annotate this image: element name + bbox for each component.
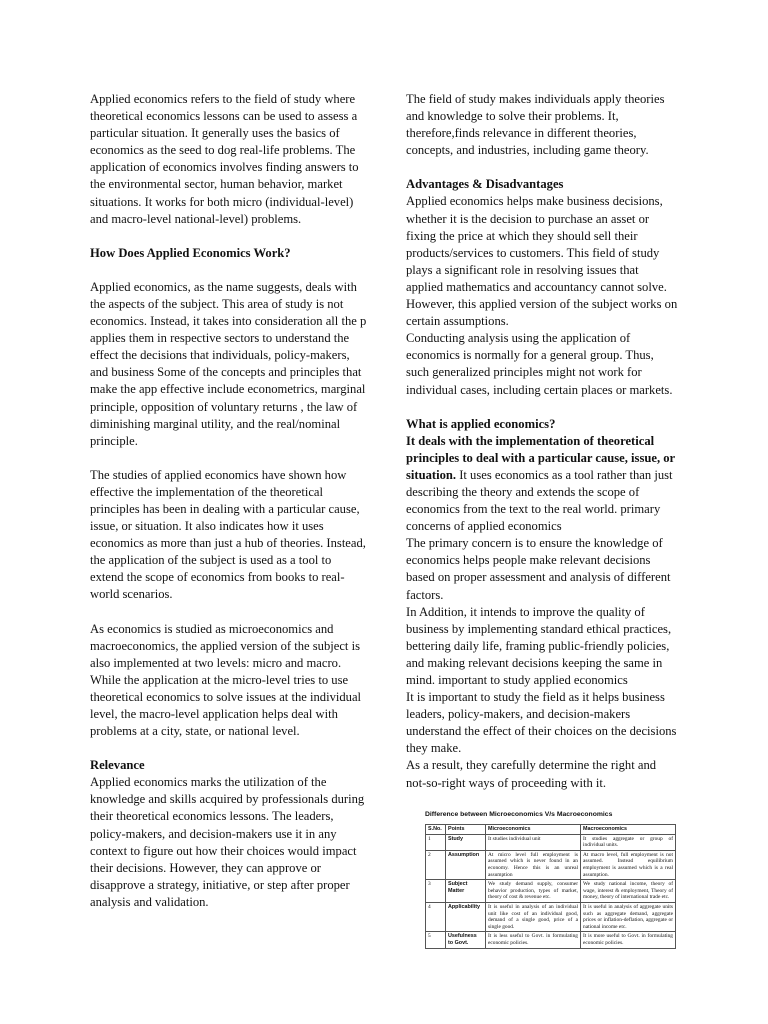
table-row — [426, 902, 676, 931]
table-title: Difference between Microeconomics V/s Macroeconomics — [425, 811, 613, 818]
table-cell: We study demand supply, consumer behavior production, types of market, theory of cost & revenue etc. — [486, 880, 581, 903]
result-paragraph: As a result, they carefully determine the right and not-so-right ways of proceeding with it. — [406, 758, 657, 790]
table-cell: 5 — [426, 932, 446, 948]
table-row — [426, 850, 676, 879]
table-row — [426, 834, 676, 850]
table-cell: Applicability — [446, 902, 486, 931]
comparison-table — [425, 824, 676, 949]
left-column — [90, 91, 368, 911]
how-heading: How Does Applied Economics Work? — [90, 245, 291, 260]
table-cell: It is more useful to Govt. in formulating economic policies. — [581, 932, 676, 948]
table-cell: It is less useful to Govt. in formulating economic policies. — [486, 932, 581, 948]
comparison-table-figure — [425, 811, 680, 949]
what-heading: What is applied economics? — [406, 416, 556, 431]
field-paragraph: The field of study makes individuals apply theories and knowledge to solve their problems. It, therefore,finds relevance in different theories, concepts, and industries, including game theory. — [406, 92, 665, 158]
table-cell: It studies aggregate or group of individual units. — [581, 834, 676, 850]
table-row — [426, 880, 676, 903]
what-rest-text: It uses economics as a tool rather than just describing the theory and extends the scope of economics from the text to the real world. primary concerns of applied economics — [406, 467, 673, 534]
table-cell: It is useful in analysis of aggregate units such as aggregate demand, aggregate prices or inflation-deflation, aggregate or national income etc. — [581, 902, 676, 931]
how-paragraph-2: The studies of applied economics have shown how effective the implementation of the theoretical principles has been in dealing with a particular cause, issue, or situation. It also indicates how it uses economics as more than just a hub of theories. Instead, the application of the subject is used as a tool to extend the scope of economics from books to real-world scenarios. — [90, 467, 366, 602]
table-cell: 3 — [426, 880, 446, 903]
table-cell: At macro level, full employment is not assumed. Instead equilibrium employment is assumed which is a real assumption. — [581, 850, 676, 879]
table-cell: Study — [446, 834, 486, 850]
table-header-cell: Points — [446, 825, 486, 835]
advantages-heading: Advantages & Disadvantages — [406, 177, 564, 192]
table-cell: 2 — [426, 850, 446, 879]
right-column — [406, 91, 678, 792]
relevance-heading: Relevance — [90, 758, 145, 773]
intro-paragraph: Applied economics refers to the field of study where theoretical economics lessons can be used to assess a particular situation. It generally uses the basics of economics as the seed to dog real-life problems. The application of economics involves finding answers to the environmental sector, human behavior, market situations. It works for both micro (individual-level) and macro-level national-level) problems. — [90, 92, 359, 226]
advantages-paragraph-1: Applied economics helps make business decisions, whether it is the decision to purchase an asset or fixing the price at which they should sell their products/services to customers. This field of study plays a significant role in resolving issues that applied mathematics and accountancy cannot solve. However, this applied version of the subject works on certain assumptions. — [406, 194, 678, 329]
advantages-paragraph-2: Conducting analysis using the application of economics is normally for a general group. Thus, such generalized principles might not work for individual cases, including certain places or markets. — [406, 331, 673, 397]
what-paragraph — [406, 433, 678, 536]
table-header-cell: Macroeconomics — [581, 825, 676, 835]
table-cell: 1 — [426, 834, 446, 850]
table-cell: It studies individual unit — [486, 834, 581, 850]
table-cell: It is useful in analysis of an individual unit like cost of an individual good, demand of a single good, price of a single good. — [486, 902, 581, 931]
relevance-paragraph: Applied economics marks the utilization of the knowledge and skills acquired by professionals during their theoretical economics lessons. The leaders, policy-makers, and decision-makers use it in any context to figure out how their choices would impact their decisions. However, they can approve or disapprove a strategy, initiative, or step after proper analysis and validation. — [90, 775, 365, 909]
table-cell: 4 — [426, 902, 446, 931]
important-paragraph: It is important to study the field as it helps business leaders, policy-makers, and decision-makers understand the effect of their choices on the decisions they make. — [406, 690, 677, 756]
table-header-cell: Microeconomics — [486, 825, 581, 835]
table-cell: Subject Matter — [446, 880, 486, 903]
table-row — [426, 932, 676, 948]
how-paragraph-1: Applied economics, as the name suggests, deals with the aspects of the subject. This area of study is not economics. Instead, it takes into consideration all the p applies them in respective sectors to understand the effect the decisions that individuals, policy-makers, and business Some of the concepts and principles that make the app effective include econometrics, marginal principle, opposition of voluntary returns , the law of diminishing marginal utility, and the real/nominal principle. — [90, 279, 367, 448]
addition-paragraph: In Addition, it intends to improve the quality of business by implementing standard ethical practices, bettering daily life, framing public-friendly policies, and making relevant decisions keeping the same in mind. important to study applied economics — [406, 604, 672, 687]
table-cell: Usefulness to Govt. — [446, 932, 486, 948]
how-paragraph-3: As economics is studied as microeconomics and macroeconomics, the applied version of the subject is also implemented at two levels: micro and macro. While the application at the micro-level tries to use theoretical economics to solve issues at the individual level, the macro-level application helps deal with problems at a city, state, or national level. — [90, 621, 362, 739]
table-cell: Assumption — [446, 850, 486, 879]
what-bold-text: It deals with the implementation of theoretical principles to deal with a particular cause, issue, or situation. — [406, 433, 675, 482]
table-header-row — [426, 825, 676, 835]
table-cell: At micro level full employment is assumed which is never found in an economy. Hence this is an unreal assumption — [486, 850, 581, 879]
concern-paragraph: The primary concern is to ensure the knowledge of economics helps people make relevant decisions based on proper assessment and analysis of different factors. — [406, 536, 671, 602]
table-cell: We study national income, theory of wage, interest & employment, Theory of money, theory of international trade etc. — [581, 880, 676, 903]
table-header-cell: S.No. — [426, 825, 446, 835]
